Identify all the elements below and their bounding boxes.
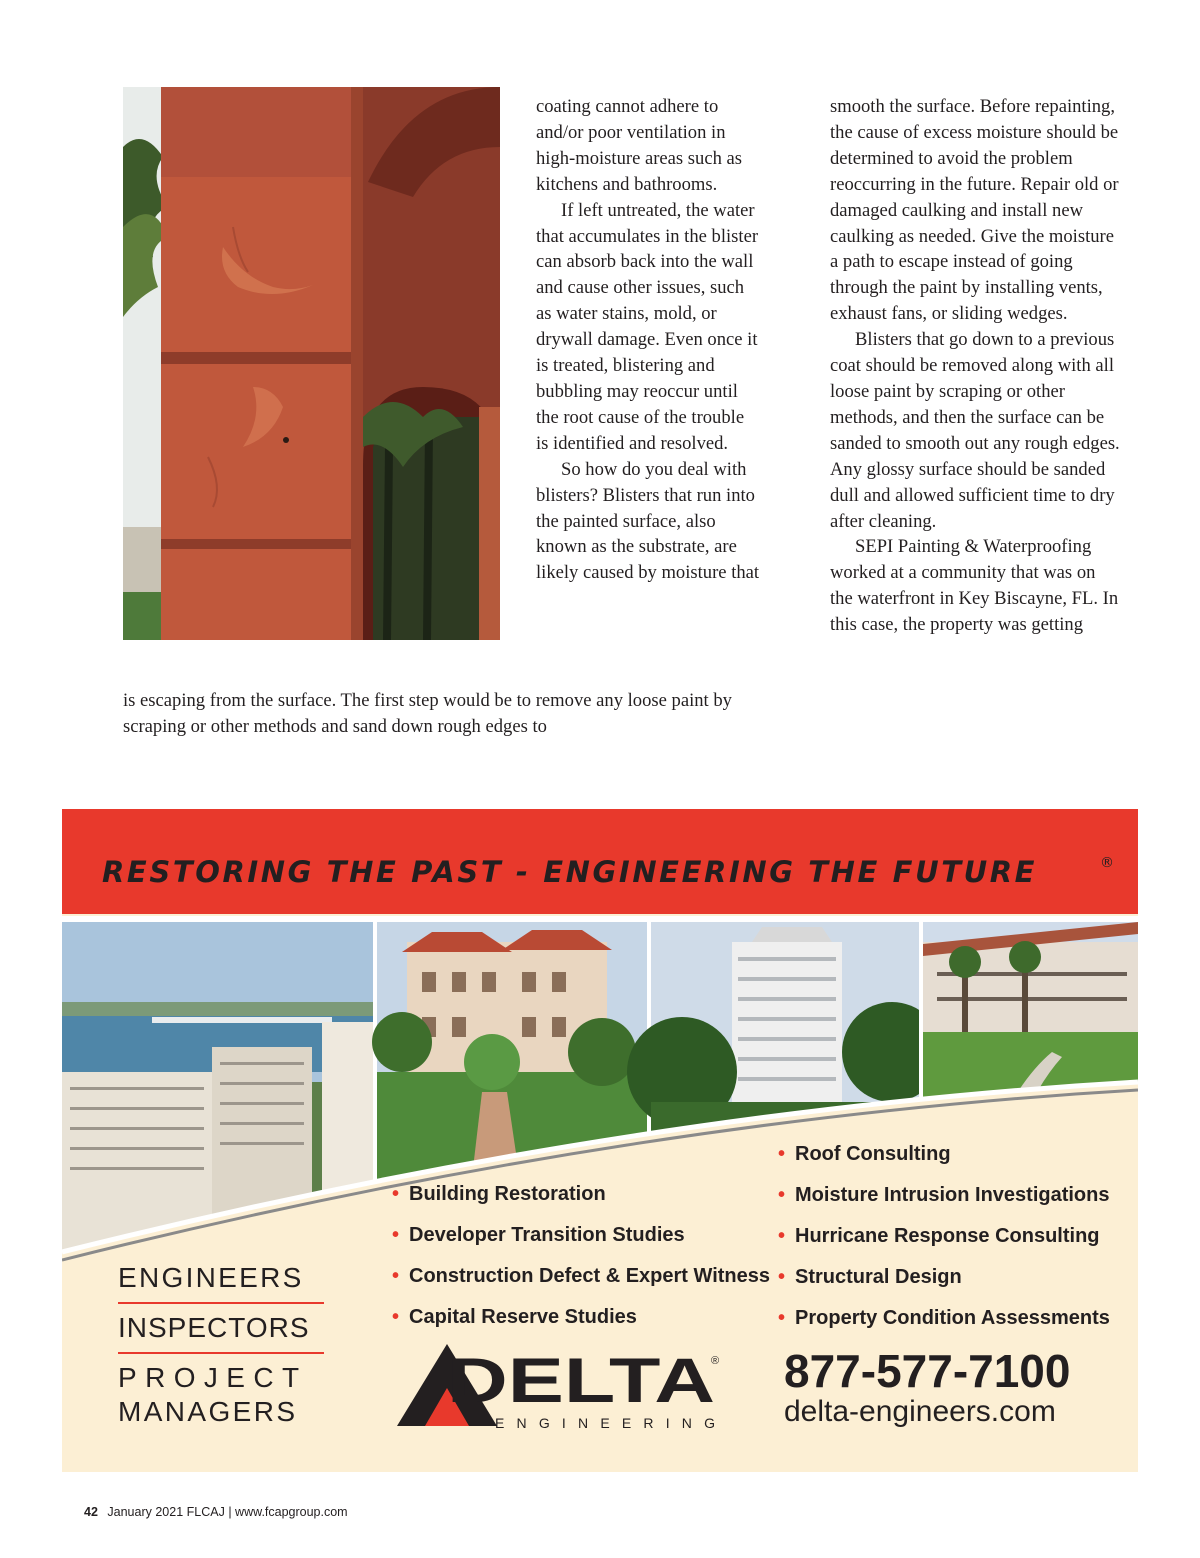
col1-paragraph-2: If left untreated, the water that accumulates in the blister can absorb back into the wall and cause other issues, such as water stains, mold, or drywall damage. Even once it is treated, blistering and bubbling may reoccur until the root cause of the trouble is identified and resolved. (536, 199, 759, 454)
service-label: Building Restoration (409, 1183, 606, 1205)
service-label: Moisture Intrusion Investigations (795, 1184, 1110, 1206)
service-item (778, 1184, 1110, 1225)
services-list-left (392, 1183, 770, 1347)
service-label: Capital Reserve Studies (409, 1306, 637, 1328)
role-inspectors: INSPECTORS (118, 1312, 310, 1343)
role-managers: MANAGERS (118, 1396, 298, 1427)
service-item (778, 1266, 1110, 1307)
service-item (392, 1224, 770, 1265)
col2-paragraph-1: smooth the surface. Before repainting, the cause of excess moisture should be determined to avoid the problem reoccurring in the future. Repair old or damaged caulking and install new caulking as needed. Give the moisture a path to escape instead of going through the paint by installing vents, exhaust fans, or sliding wedges. (830, 96, 1119, 325)
article-column-1 (536, 94, 761, 586)
ad-website[interactable]: delta-engineers.com (784, 1395, 1056, 1428)
page-number: 42 (84, 1505, 98, 1519)
logo-registered-mark: ® (711, 1355, 720, 1367)
bullet-dot: • (778, 1307, 786, 1329)
bullet-dot: • (392, 1265, 400, 1287)
service-item (778, 1143, 1110, 1184)
page-footer (84, 1505, 348, 1519)
registered-mark: ® (1100, 855, 1114, 871)
service-item (778, 1225, 1110, 1266)
article-column-2 (830, 94, 1120, 638)
service-item (778, 1307, 1110, 1348)
ad-tagline: RESTORING THE PAST - ENGINEERING THE FUTURE (102, 855, 1038, 889)
article-column-1-continuation (123, 688, 763, 740)
col1-paragraph-1: coating cannot adhere to and/or poor ventilation in high-moisture areas such as kitchens and bathrooms. (536, 96, 743, 195)
logo-wordmark: DELTA (447, 1346, 715, 1416)
bullet-dot: • (778, 1184, 786, 1206)
delta-engineering-advertisement[interactable] (62, 809, 1138, 1472)
services-list-right (778, 1143, 1110, 1348)
bullet-dot: • (392, 1183, 400, 1205)
bullet-dot: • (392, 1224, 400, 1246)
col2-paragraph-2: Blisters that go down to a previous coat should be removed along with all loose paint by scraping or other methods, and then the surface can be sanded to smooth out any rough edges. Any glossy surface should be sanded dull and allowed sufficient time to dry after cleaning. (830, 329, 1120, 532)
service-item (392, 1265, 770, 1306)
bullet-dot: • (778, 1266, 786, 1288)
service-label: Roof Consulting (795, 1143, 951, 1165)
issue-label: January 2021 FLCAJ (107, 1505, 225, 1519)
role-divider (118, 1302, 324, 1304)
logo-subtext: ENGINEERING (495, 1415, 715, 1431)
ad-photo-waterfront-condos (62, 922, 373, 1262)
col1-paragraph-3: So how do you deal with blisters? Blisters that run into the painted surface, also known as the substrate, are likely caused by moisture that (536, 458, 760, 584)
ad-phone-number[interactable]: 877-577-7100 (784, 1345, 1071, 1397)
service-item (392, 1183, 770, 1224)
col1-continuation-text: is escaping from the surface. The first step would be to remove any loose paint by scraping or other methods and sand down rough edges to (123, 690, 732, 737)
ad-roles (118, 1261, 324, 1429)
role-project: PROJECT (118, 1362, 308, 1393)
delta-engineering-logo (395, 1342, 725, 1432)
col2-paragraph-3: SEPI Painting & Waterproofing worked at a community that was on the waterfront in Key Biscayne, FL. In this case, the property was getting (830, 536, 1119, 636)
ad-banner (62, 809, 1138, 914)
bullet-dot: • (392, 1306, 400, 1328)
role-engineers: ENGINEERS (118, 1262, 304, 1293)
service-item (392, 1306, 770, 1347)
service-label: Hurricane Response Consulting (795, 1225, 1100, 1247)
article-photo-blistered-column (123, 87, 500, 640)
bullet-dot: • (778, 1225, 786, 1247)
role-divider (118, 1352, 324, 1354)
service-label: Construction Defect & Expert Witness (409, 1265, 771, 1287)
service-label: Structural Design (795, 1266, 962, 1288)
bullet-dot: • (778, 1143, 786, 1165)
footer-separator: | (228, 1505, 232, 1519)
footer-url[interactable]: www.fcapgroup.com (235, 1505, 348, 1519)
service-label: Developer Transition Studies (409, 1224, 685, 1246)
service-label: Property Condition Assessments (795, 1307, 1110, 1329)
